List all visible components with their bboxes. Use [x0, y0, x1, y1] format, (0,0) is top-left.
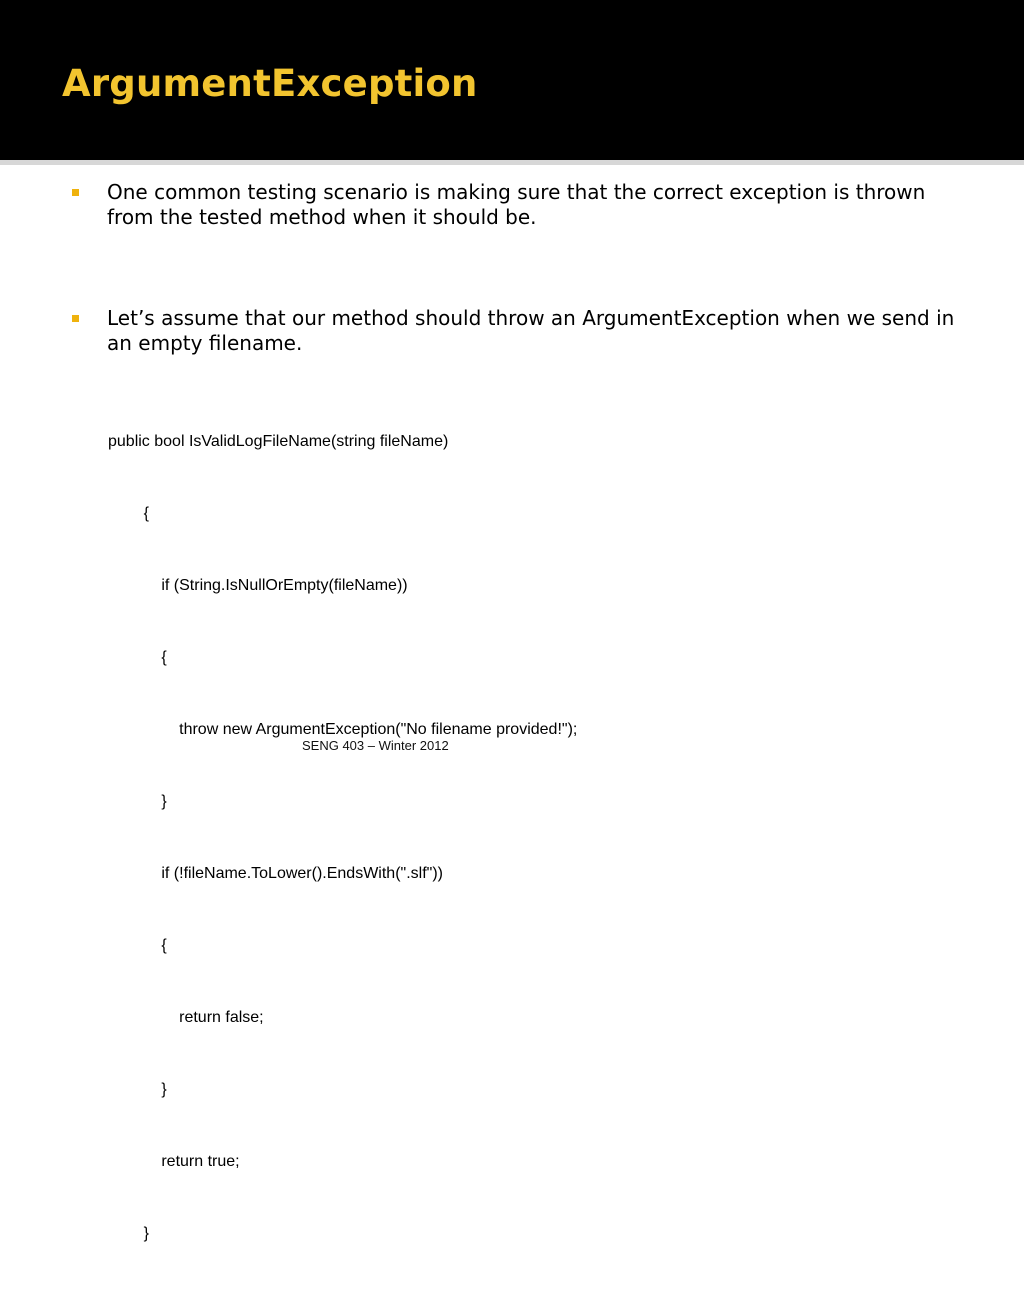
bullet-item: [72, 180, 972, 235]
slide-title: ArgumentException: [62, 62, 478, 105]
slide-footer: SENG 403 – Winter 2012: [302, 738, 449, 753]
code-line: return true;: [108, 1153, 240, 1170]
bullet-text: Let’s assume that our method should throw an ArgumentException when we send in an empty filename.: [107, 306, 955, 355]
title-divider: [0, 160, 1024, 165]
code-line: if (String.IsNullOrEmpty(fileName)): [108, 577, 408, 594]
bullet-text: One common testing scenario is making sure that the correct exception is thrown from the tested method when it should be.: [107, 180, 926, 229]
title-band: [0, 0, 1024, 160]
square-bullet-icon: [72, 315, 79, 322]
code-block: [108, 382, 808, 1294]
code-line: {: [108, 937, 167, 954]
square-bullet-icon: [72, 189, 79, 196]
code-line: return false;: [108, 1009, 264, 1026]
code-line: }: [108, 793, 167, 810]
code-line: public bool IsValidLogFileName(string fileName): [108, 433, 449, 450]
code-line: {: [108, 505, 149, 522]
code-line: {: [108, 649, 167, 666]
code-line: if (!fileName.ToLower().EndsWith(".slf")): [108, 865, 443, 882]
code-line: }: [108, 1081, 167, 1098]
code-line: }: [108, 1225, 149, 1242]
code-line: throw new ArgumentException("No filename provided!");: [108, 721, 578, 738]
bullet-item: [72, 306, 972, 361]
